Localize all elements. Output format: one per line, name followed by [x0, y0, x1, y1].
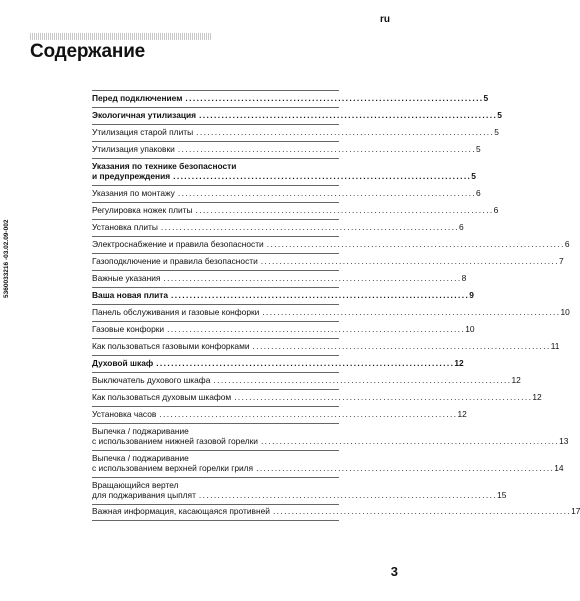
page-title: Содержание [30, 41, 146, 62]
toc-entry-line: для поджаривания цыплят [92, 490, 196, 500]
toc-entry-title [92, 409, 457, 423]
toc-entry [92, 219, 464, 236]
toc-entry-line: Утилизация упаковки [92, 144, 175, 154]
toc-entry [92, 389, 542, 406]
dot-leader: ................................................................................ [252, 341, 551, 351]
toc-entry-page: 12 [454, 358, 464, 368]
dot-leader: ................................................................................ [171, 290, 470, 300]
toc-entry-page: 11 [550, 341, 560, 351]
dot-leader: ................................................................................ [260, 256, 559, 266]
toc-entry-title [92, 341, 551, 355]
toc-entry-title [92, 307, 560, 321]
toc-entry-page: 7 [558, 256, 564, 266]
toc-entry-page: 12 [457, 409, 467, 419]
toc-entry-page: 10 [465, 324, 475, 334]
toc-entry-line: Выпечка / поджаривание [92, 426, 189, 436]
dot-leader: ................................................................................ [156, 358, 455, 368]
toc-entry-line: Вращающийся вертел [92, 480, 179, 490]
toc-entry [92, 372, 521, 389]
toc-entry-line: Важные указания [92, 273, 161, 283]
toc-entry-title [92, 324, 465, 338]
toc-entry-page: 14 [554, 463, 564, 473]
toc-entry [92, 124, 499, 141]
toc-entry [92, 304, 570, 321]
toc-entry-line: Установка часов [92, 409, 157, 419]
toc-entry-title [92, 392, 532, 406]
toc-entry-line: Указания по технике безопасности [92, 161, 237, 171]
toc-entry-page: 5 [483, 93, 489, 103]
toc-entry-title [92, 93, 484, 107]
toc-entry-title [92, 144, 476, 158]
dot-leader: ................................................................................ [272, 506, 572, 516]
dot-leader: ................................................................................ [234, 392, 533, 402]
toc-entry-line: Экологичная утилизация [92, 110, 197, 120]
toc-entry [92, 236, 570, 253]
dot-leader: ................................................................................ [177, 144, 476, 154]
toc-entry-title [92, 453, 554, 477]
toc-entry-page: 5 [475, 144, 481, 154]
toc-entry-page: 17 [571, 506, 580, 516]
dot-leader: ................................................................................ [185, 93, 484, 103]
toc-entry-title [92, 110, 497, 124]
dot-leader: ................................................................................ [260, 436, 560, 446]
toc-entry-title [92, 205, 494, 219]
toc-entry-line: Ваша новая плита [92, 290, 169, 300]
dot-leader: ................................................................................ [195, 205, 494, 215]
toc-entry-line: Регулировка ножек плиты [92, 205, 193, 215]
toc-entry [92, 450, 564, 477]
toc-entry [92, 107, 502, 124]
toc-entry-line: и предупреждения [92, 171, 171, 181]
toc-entry [92, 202, 499, 219]
dot-leader: ................................................................................ [256, 463, 555, 473]
toc-entry-line: Газоподключение и правила безопасности [92, 256, 258, 266]
dot-leader: ................................................................................ [160, 222, 460, 232]
dot-leader: ................................................................................ [266, 239, 565, 249]
toc-entry-page: 6 [493, 205, 499, 215]
toc-entry-page: 6 [476, 188, 481, 198]
toc-entry-line: Утилизация старой плиты [92, 127, 194, 137]
toc-entry-line: Духовой шкаф [92, 358, 154, 368]
toc-entry-title [92, 375, 512, 389]
dot-leader: ................................................................................ [167, 324, 466, 334]
toc-entry-line: Важная информация, касающаяся противней [92, 506, 270, 516]
toc-entry-line: Как пользоваться газовыми конфорками [92, 341, 250, 351]
toc-entry-line: с использованием нижней газовой горелки [92, 436, 258, 446]
toc-entry [92, 158, 476, 185]
toc-entry-line: Панель обслуживания и газовые конфорки [92, 307, 260, 317]
toc-entry-page: 13 [559, 436, 569, 446]
dot-leader: ................................................................................ [163, 273, 462, 283]
toc-entry-title [92, 222, 459, 236]
toc-entry-page: 9 [469, 290, 474, 300]
toc-entry-line: Электроснабжение и правила безопасности [92, 239, 264, 249]
toc-entry-line: Как пользоваться духовым шкафом [92, 392, 232, 402]
toc-entry [92, 270, 467, 287]
toc-entry-line: Газовые конфорки [92, 324, 165, 334]
toc-entry [92, 504, 580, 521]
dot-leader: ................................................................................ [177, 188, 477, 198]
title-decoration-bar [30, 33, 212, 40]
toc-entry [92, 185, 481, 202]
toc-entry [92, 141, 481, 158]
toc-entry-title [92, 273, 462, 287]
toc-entry-page: 5 [471, 171, 476, 181]
toc-entry [92, 406, 467, 423]
toc-entry-line: Выключатель духового шкафа [92, 375, 211, 385]
toc-entry-line: с использованием верхней горелки гриля [92, 463, 254, 473]
toc-entry-title [92, 188, 476, 202]
toc-entry-title [92, 161, 471, 185]
document-code: 5360033216 -03.02.09-002 [3, 219, 10, 298]
toc-entry-title [92, 290, 469, 304]
toc-entry-page: 8 [461, 273, 467, 283]
toc-entry [92, 338, 560, 355]
dot-leader: ................................................................................ [198, 490, 498, 500]
toc-entry-line: Перед подключением [92, 93, 183, 103]
dot-leader: ................................................................................ [159, 409, 458, 419]
toc-entry-page: 5 [497, 110, 502, 120]
dot-leader: ................................................................................ [199, 110, 498, 120]
page-number: 3 [390, 564, 398, 579]
toc-entry-page: 15 [497, 490, 507, 500]
toc-entry-page: 12 [532, 392, 542, 402]
toc-entry-title [92, 239, 565, 253]
toc-entry-page: 5 [494, 127, 499, 137]
toc-entry-line: Выпечка / поджаривание [92, 453, 189, 463]
toc-entry-page: 10 [560, 307, 570, 317]
toc-entry-title [92, 426, 559, 450]
toc-entry [92, 321, 475, 338]
toc-entry-title [92, 358, 454, 372]
toc-entry [92, 355, 464, 372]
dot-leader: ................................................................................ [196, 127, 495, 137]
toc-entry-title [92, 506, 571, 520]
toc-entry [92, 423, 569, 450]
toc-entry-page: 12 [511, 375, 521, 385]
toc-entry [92, 253, 564, 270]
table-of-contents [92, 90, 580, 521]
toc-entry-line: Указания по монтажу [92, 188, 175, 198]
language-code: ru [380, 14, 390, 25]
toc-entry-page: 6 [564, 239, 570, 249]
toc-entry [92, 287, 474, 304]
toc-entry-line: Установка плиты [92, 222, 158, 232]
toc-entry-title [92, 127, 494, 141]
toc-entry [92, 90, 489, 107]
toc-entry-page: 6 [459, 222, 464, 232]
toc-entry [92, 477, 507, 504]
dot-leader: ................................................................................ [173, 171, 472, 181]
dot-leader: ................................................................................ [262, 307, 561, 317]
toc-entry-title [92, 480, 497, 504]
toc-entry-title [92, 256, 559, 270]
dot-leader: ................................................................................ [213, 375, 512, 385]
